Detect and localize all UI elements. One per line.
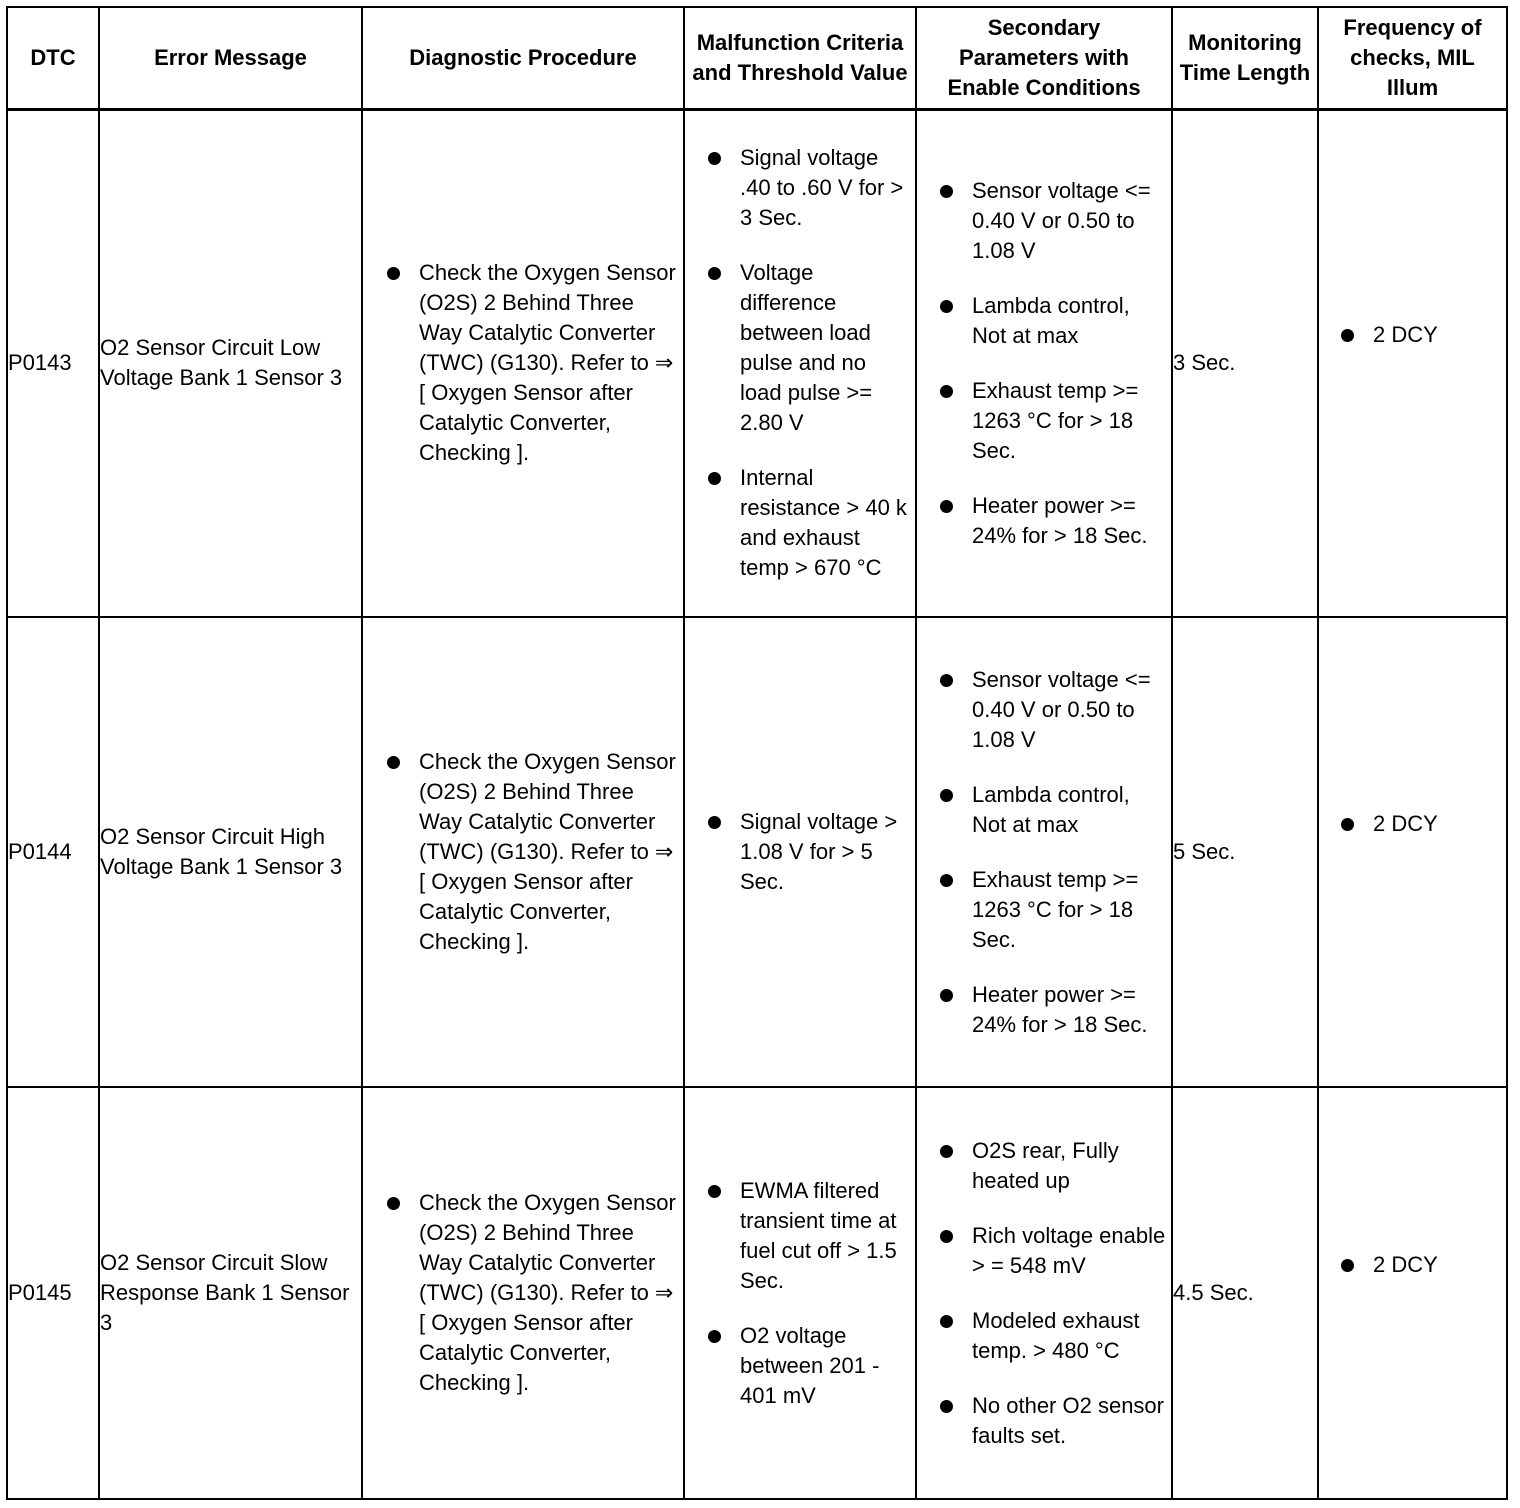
diagnostic-procedure-cell [362, 617, 684, 1087]
secondary-item: Rich voltage enable > = 548 mV [917, 1221, 1171, 1281]
secondary-item: Modeled exhaust temp. > 480 °C [917, 1306, 1171, 1366]
secondary-item: O2S rear, Fully heated up [917, 1136, 1171, 1196]
header-dtc: DTC [7, 7, 99, 109]
error-message-cell: O2 Sensor Circuit High Voltage Bank 1 Sensor 3 [99, 617, 362, 1087]
monitoring-time-cell: 3 Sec. [1172, 109, 1318, 617]
header-secondary-parameters: Secondary Parameters with Enable Conditions [916, 7, 1172, 109]
malfunction-criteria-cell [684, 1087, 916, 1499]
frequency-cell-list [1319, 320, 1506, 350]
malfunction-item: EWMA filtered transient time at fuel cut off > 1.5 Sec. [685, 1176, 915, 1296]
secondary-item: Sensor voltage <= 0.40 V or 0.50 to 1.08 V [917, 176, 1171, 266]
header-row [7, 7, 1507, 109]
secondary-parameters-cell [916, 109, 1172, 617]
header-malfunction-criteria: Malfunction Criteria and Threshold Value [684, 7, 916, 109]
procedure-item: Check the Oxygen Sensor (O2S) 2 Behind Three Way Catalytic Converter (TWC) (G130). Refer to ⇒ [ Oxygen Sensor after Catalytic Converter, Checking ]. [363, 1188, 683, 1398]
header-frequency: Frequency of checks, MIL Illum [1318, 7, 1507, 109]
table-row [7, 109, 1507, 617]
malfunction-criteria-cell-list [685, 1176, 915, 1411]
table-row [7, 1087, 1507, 1499]
secondary-parameters-cell-list [917, 665, 1171, 1040]
frequency-cell [1318, 1087, 1507, 1499]
frequency-item: 2 DCY [1319, 320, 1506, 350]
secondary-parameters-cell [916, 617, 1172, 1087]
frequency-cell [1318, 109, 1507, 617]
secondary-item: Heater power >= 24% for > 18 Sec. [917, 491, 1171, 551]
error-message-cell: O2 Sensor Circuit Low Voltage Bank 1 Sensor 3 [99, 109, 362, 617]
malfunction-criteria-cell [684, 109, 916, 617]
error-message-cell: O2 Sensor Circuit Slow Response Bank 1 Sensor 3 [99, 1087, 362, 1499]
dtc-table [6, 6, 1508, 1500]
header-diagnostic-procedure: Diagnostic Procedure [362, 7, 684, 109]
secondary-item: Exhaust temp >= 1263 °C for > 18 Sec. [917, 376, 1171, 466]
secondary-item: Sensor voltage <= 0.40 V or 0.50 to 1.08 V [917, 665, 1171, 755]
secondary-parameters-cell-list [917, 1136, 1171, 1451]
malfunction-criteria-cell [684, 617, 916, 1087]
secondary-item: Lambda control, Not at max [917, 291, 1171, 351]
malfunction-criteria-cell-list [685, 807, 915, 897]
diagnostic-procedure-cell [362, 1087, 684, 1499]
diagnostic-procedure-cell [362, 109, 684, 617]
dtc-code-cell: P0143 [7, 109, 99, 617]
diagnostic-procedure-cell-list [363, 1188, 683, 1398]
frequency-cell-list [1319, 809, 1506, 839]
procedure-item: Check the Oxygen Sensor (O2S) 2 Behind Three Way Catalytic Converter (TWC) (G130). Refer to ⇒ [ Oxygen Sensor after Catalytic Converter, Checking ]. [363, 258, 683, 468]
secondary-item: Exhaust temp >= 1263 °C for > 18 Sec. [917, 865, 1171, 955]
monitoring-time-cell: 5 Sec. [1172, 617, 1318, 1087]
monitoring-time-cell: 4.5 Sec. [1172, 1087, 1318, 1499]
secondary-parameters-cell-list [917, 176, 1171, 551]
frequency-cell [1318, 617, 1507, 1087]
malfunction-item: Voltage difference between load pulse and no load pulse >= 2.80 V [685, 258, 915, 438]
secondary-item: No other O2 sensor faults set. [917, 1391, 1171, 1451]
header-error-message: Error Message [99, 7, 362, 109]
diagnostic-procedure-cell-list [363, 258, 683, 468]
dtc-code-cell: P0145 [7, 1087, 99, 1499]
dtc-code-cell: P0144 [7, 617, 99, 1087]
malfunction-item: O2 voltage between 201 - 401 mV [685, 1321, 915, 1411]
malfunction-item: Signal voltage .40 to .60 V for > 3 Sec. [685, 143, 915, 233]
diagnostic-procedure-cell-list [363, 747, 683, 957]
frequency-cell-list [1319, 1250, 1506, 1280]
table-row [7, 617, 1507, 1087]
malfunction-criteria-cell-list [685, 143, 915, 583]
malfunction-item: Signal voltage > 1.08 V for > 5 Sec. [685, 807, 915, 897]
procedure-item: Check the Oxygen Sensor (O2S) 2 Behind Three Way Catalytic Converter (TWC) (G130). Refer to ⇒ [ Oxygen Sensor after Catalytic Converter, Checking ]. [363, 747, 683, 957]
secondary-parameters-cell [916, 1087, 1172, 1499]
frequency-item: 2 DCY [1319, 809, 1506, 839]
frequency-item: 2 DCY [1319, 1250, 1506, 1280]
secondary-item: Lambda control, Not at max [917, 780, 1171, 840]
malfunction-item: Internal resistance > 40 k and exhaust temp > 670 °C [685, 463, 915, 583]
secondary-item: Heater power >= 24% for > 18 Sec. [917, 980, 1171, 1040]
header-monitoring-time: Monitoring Time Length [1172, 7, 1318, 109]
